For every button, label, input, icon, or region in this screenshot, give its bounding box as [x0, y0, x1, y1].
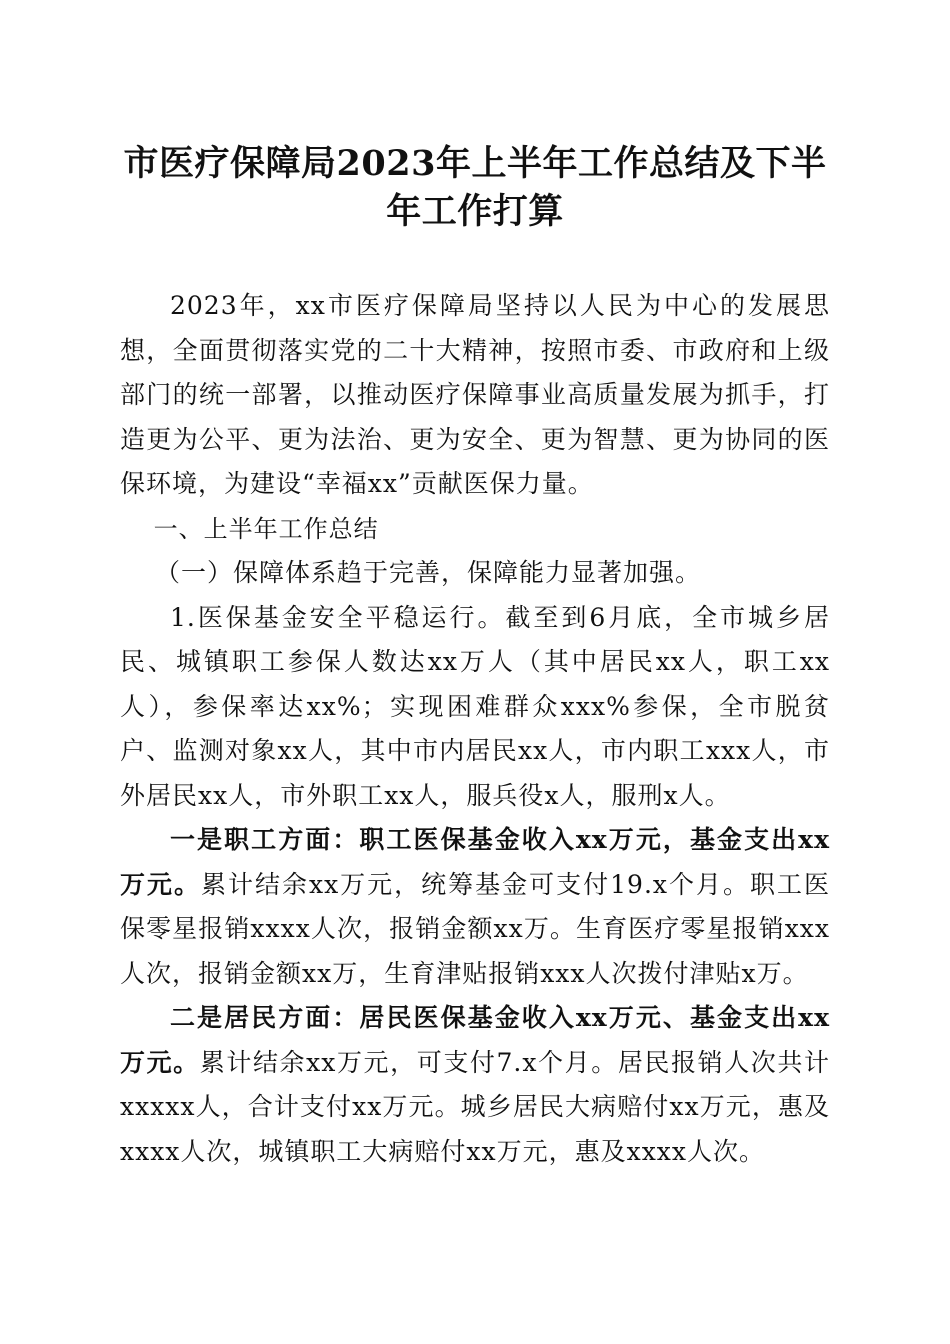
item-fund-operation-paragraph: 1.医保基金安全平稳运行。截至到6月底，全市城乡居民、城镇职工参保人数达xx万人（其中居民xx人，职工xx人），参保率达xx%；实现困难群众xxx%参保，全市脱贫户、监测对象xx人，其中市内居民xx人，市内职工xxx人，市外居民xx人，市外职工xx人，服兵役x人，服刑x人。: [120, 602, 830, 810]
residents-detail-text: 累计结余xx万元，可支付7.x个月。居民报销人次共计xxxxx人，合计支付xx万元。城乡居民大病赔付xx万元，惠及xxxx人次，城镇职工大病赔付xx万元，惠及xxxx人次。: [120, 1047, 830, 1166]
workers-lead-text: 一是职工方面：职工医保基金收入xx万元，基金支出xx万元。: [120, 825, 830, 899]
document-body: [120, 284, 830, 1174]
section-heading-first-half-summary: 一、上半年工作总结: [153, 514, 379, 543]
intro-paragraph: 2023年，xx市医疗保障局坚持以人民为中心的发展思想，全面贯彻落实党的二十大精神，按照市委、市政府和上级部门的统一部署，以推动医疗保障事业高质量发展为抓手，打造更为公平、更为法治、更为安全、更为智慧、更为协同的医保环境，为建设“幸福xx”贡献医保力量。: [120, 291, 830, 498]
workers-paragraph: [120, 818, 830, 996]
workers-detail-text: 累计结余xx万元，统筹基金可支付19.x个月。职工医保零星报销xxxx人次，报销金额xx万。生育医疗零星报销xxx人次，报销金额xx万，生育津贴报销xxx人次拨付津贴x万。: [120, 869, 830, 988]
residents-lead-text: 二是居民方面：居民医保基金收入xx万元、基金支出xx万元。: [120, 1003, 830, 1077]
subsection-heading-security-system: （一）保障体系趋于完善，保障能力显著加强。: [155, 558, 702, 587]
document-title: 市医疗保障局2023年上半年工作总结及下半年工作打算: [123, 143, 827, 232]
residents-paragraph: [120, 996, 830, 1174]
